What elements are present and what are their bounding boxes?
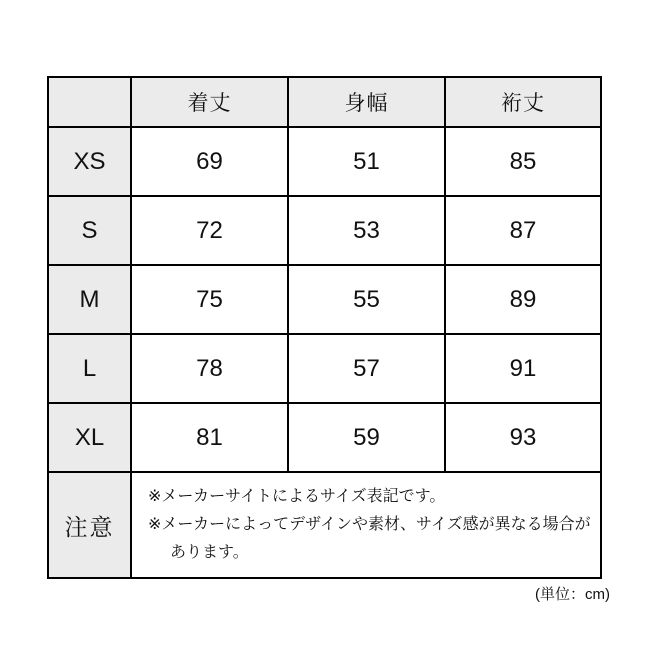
size-label-m: M [48,265,131,334]
size-label-s: S [48,196,131,265]
note-row [48,472,601,578]
value-cell: 91 [445,334,601,403]
note-label: 注意 [48,472,131,578]
size-label-xl: XL [48,403,131,472]
note-line-2: ※メーカーによってデザインや素材、サイズ感が異なる場合が [148,516,591,533]
table-row-l [48,334,601,403]
size-label-l: L [48,334,131,403]
size-chart-table [47,76,602,579]
value-cell: 57 [288,334,445,403]
value-cell: 87 [445,196,601,265]
value-cell: 53 [288,196,445,265]
unit-label: (単位：cm) [535,586,610,603]
col-header-body-width: 身幅 [288,77,445,127]
table-row-s [48,196,601,265]
value-cell: 69 [131,127,288,196]
value-cell: 59 [288,403,445,472]
value-cell: 93 [445,403,601,472]
table-row-xs [48,127,601,196]
note-cell [131,472,601,578]
header-row [48,77,601,127]
table-row-m [48,265,601,334]
value-cell: 78 [131,334,288,403]
value-cell: 51 [288,127,445,196]
value-cell: 75 [131,265,288,334]
size-label-xs: XS [48,127,131,196]
col-header-sleeve-length: 裄丈 [445,77,601,127]
value-cell: 85 [445,127,601,196]
value-cell: 81 [131,403,288,472]
corner-cell [48,77,131,127]
value-cell: 89 [445,265,601,334]
col-header-body-length: 着丈 [131,77,288,127]
note-line-1: ※メーカーサイトによるサイズ表記です。 [148,488,446,505]
value-cell: 72 [131,196,288,265]
table-row-xl [48,403,601,472]
note-line-3: あります。 [170,544,249,561]
value-cell: 55 [288,265,445,334]
